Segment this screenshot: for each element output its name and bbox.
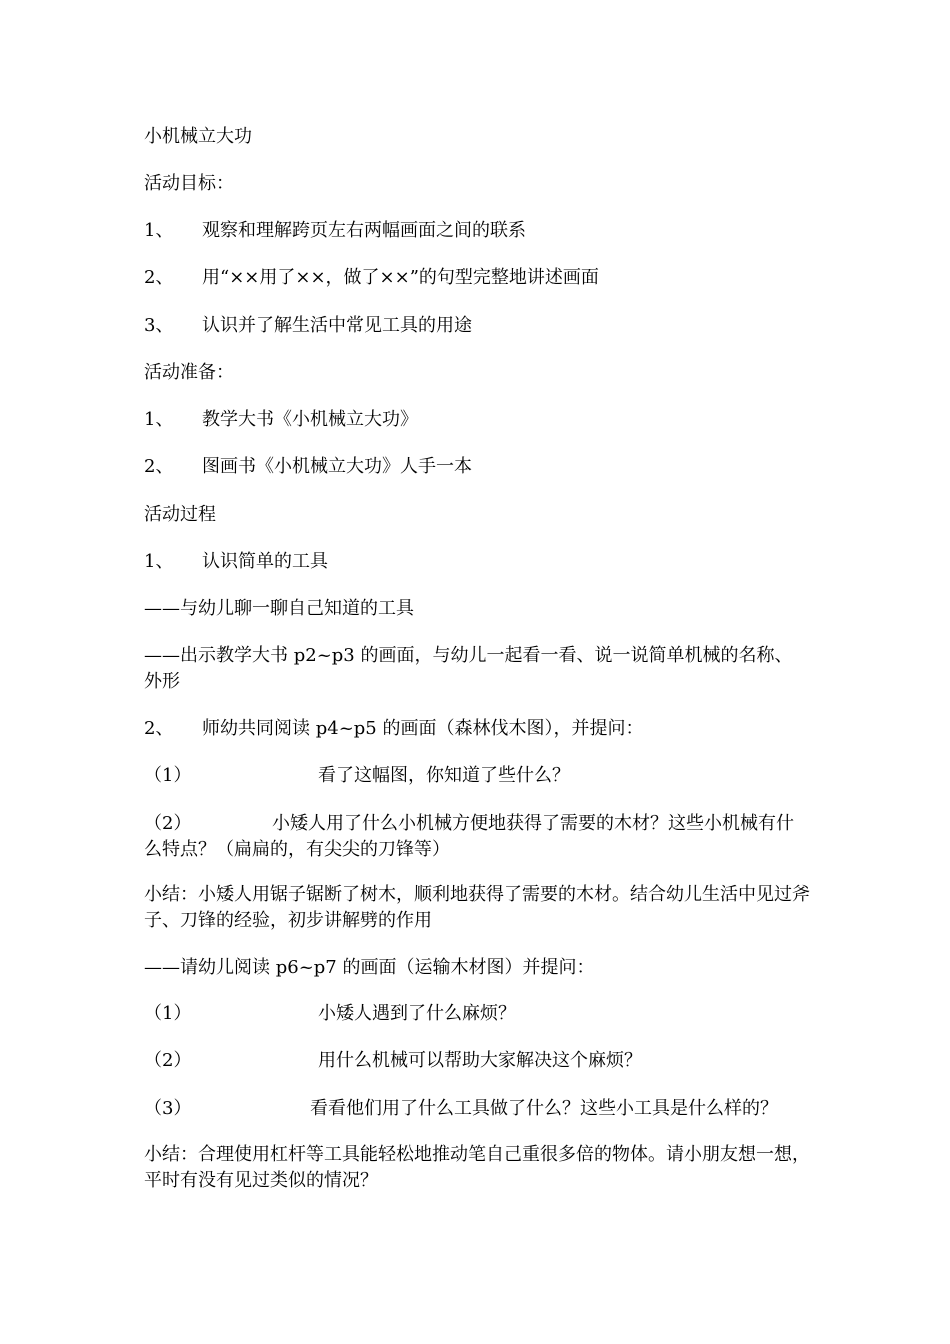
step-text: 师幼共同阅读 p4~p5 的画面（森林伐木图），并提问： xyxy=(202,718,644,739)
step-text: 认识简单的工具 xyxy=(202,551,328,572)
process-step-2 xyxy=(144,716,643,742)
process-step-1 xyxy=(144,549,328,575)
summary-2: 小结：合理使用杠杆等工具能轻松地推动笔自己重很多倍的物体。请小朋友想一想，平时有没有见过类似的情况？ xyxy=(144,1144,810,1191)
process-heading: 活动过程 xyxy=(144,504,216,525)
question-a2 xyxy=(144,811,810,863)
question-number: （1） xyxy=(144,1003,192,1024)
goal-text: 认识并了解生活中常见工具的用途 xyxy=(202,315,472,336)
question-b2 xyxy=(144,1048,642,1074)
question-b1 xyxy=(144,1001,516,1027)
step-number: 2、 xyxy=(144,718,174,739)
summary-1: 小结：小矮人用锯子锯断了树木，顺利地获得了需要的木材。结合幼儿生活中见过斧子、刀锋的经验，初步讲解劈的作用 xyxy=(144,884,810,931)
goal-text: 观察和理解跨页左右两幅画面之间的联系 xyxy=(202,220,526,241)
prep-number: 1、 xyxy=(144,409,174,430)
question-number: （3） xyxy=(144,1098,192,1119)
question-text: 用什么机械可以帮助大家解决这个麻烦？ xyxy=(318,1050,642,1071)
question-number: （2） xyxy=(144,813,192,834)
dash-line-2: ——出示教学大书 p2~p3 的画面，与幼儿一起看一看、说一说简单机械的名称、外形 xyxy=(144,645,793,692)
question-a1 xyxy=(144,763,570,789)
doc-title: 小机械立大功 xyxy=(144,126,252,147)
dash-line-3: ——请幼儿阅读 p6~p7 的画面（运输木材图）并提问： xyxy=(144,957,595,978)
goal-number: 2、 xyxy=(144,267,174,288)
question-text: 看了这幅图，你知道了些什么？ xyxy=(318,765,570,786)
step-number: 1、 xyxy=(144,551,174,572)
prep-text: 图画书《小机械立大功》人手一本 xyxy=(202,456,472,477)
goal-item-3 xyxy=(144,313,472,339)
goal-text: 用“××用了××，做了××”的句型完整地讲述画面 xyxy=(202,267,599,288)
dash-line-1: ——与幼儿聊一聊自己知道的工具 xyxy=(144,598,414,619)
goal-item-2 xyxy=(144,265,599,291)
goals-heading: 活动目标： xyxy=(144,173,234,194)
question-b3 xyxy=(144,1096,778,1122)
goal-number: 3、 xyxy=(144,315,174,336)
question-number: （2） xyxy=(144,1050,192,1071)
prep-item-1 xyxy=(144,407,418,433)
prep-item-2 xyxy=(144,454,472,480)
question-text: 看看他们用了什么工具做了什么？这些小工具是什么样的？ xyxy=(310,1098,778,1119)
prep-text: 教学大书《小机械立大功》 xyxy=(202,409,418,430)
goal-item-1 xyxy=(144,218,526,244)
prep-heading: 活动准备： xyxy=(144,362,234,383)
prep-number: 2、 xyxy=(144,456,174,477)
goal-number: 1、 xyxy=(144,220,174,241)
question-text: 小矮人用了什么小机械方便地获得了需要的木材？这些小机械有什么特点？（扁扁的，有尖尖的刀锋等） xyxy=(144,813,794,860)
question-number: （1） xyxy=(144,765,192,786)
question-text: 小矮人遇到了什么麻烦？ xyxy=(318,1003,516,1024)
